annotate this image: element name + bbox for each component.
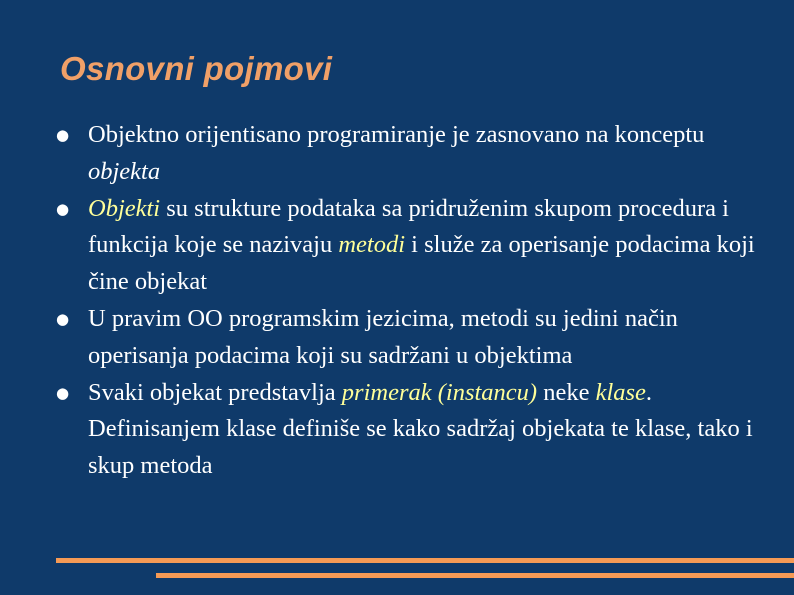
bullet-highlight: klase bbox=[595, 378, 646, 406]
bullet-dot-icon: ● bbox=[56, 199, 70, 218]
bullet-text: Objektno orijentisano programiranje je zasnovano na konceptu bbox=[88, 121, 705, 148]
bullet-list bbox=[56, 117, 768, 485]
bullet-item bbox=[56, 301, 768, 375]
bullet-text: Svaki objekat predstavlja bbox=[88, 378, 342, 406]
bullet-item bbox=[56, 191, 768, 301]
bullet-highlight: metodi bbox=[338, 231, 406, 259]
accent-line-top bbox=[56, 558, 794, 563]
bullet-emphasis: objekta bbox=[88, 157, 161, 185]
bullet-text: neke bbox=[537, 378, 596, 406]
bullet-text: . Definisanjem klase definiše se kako sadržaj objekata te klase, tako i skup metoda bbox=[88, 378, 753, 480]
bullet-text: i služe za operisanje podacima koji čine objekat bbox=[88, 231, 755, 296]
bullet-item bbox=[56, 117, 768, 191]
bullet-dot-icon: ● bbox=[56, 126, 70, 144]
bullet-text: U pravim OO programskim jezicima, metodi su jedini način operisanja podacima koji su sadržani u objektima bbox=[88, 304, 678, 369]
bullet-highlight: Objekti bbox=[88, 194, 161, 222]
bullet-dot-icon: ● bbox=[56, 383, 70, 402]
slide-title: Osnovni pojmovi bbox=[60, 50, 333, 87]
accent-line-bottom bbox=[156, 573, 794, 578]
bullet-highlight: primerak (instancu) bbox=[341, 378, 538, 406]
bullet-dot-icon: ● bbox=[56, 309, 70, 328]
bullet-text: su strukture podataka sa pridruženim skupom procedura i funkcija koje se nazivaju bbox=[88, 194, 729, 259]
bullet-item bbox=[56, 375, 768, 485]
